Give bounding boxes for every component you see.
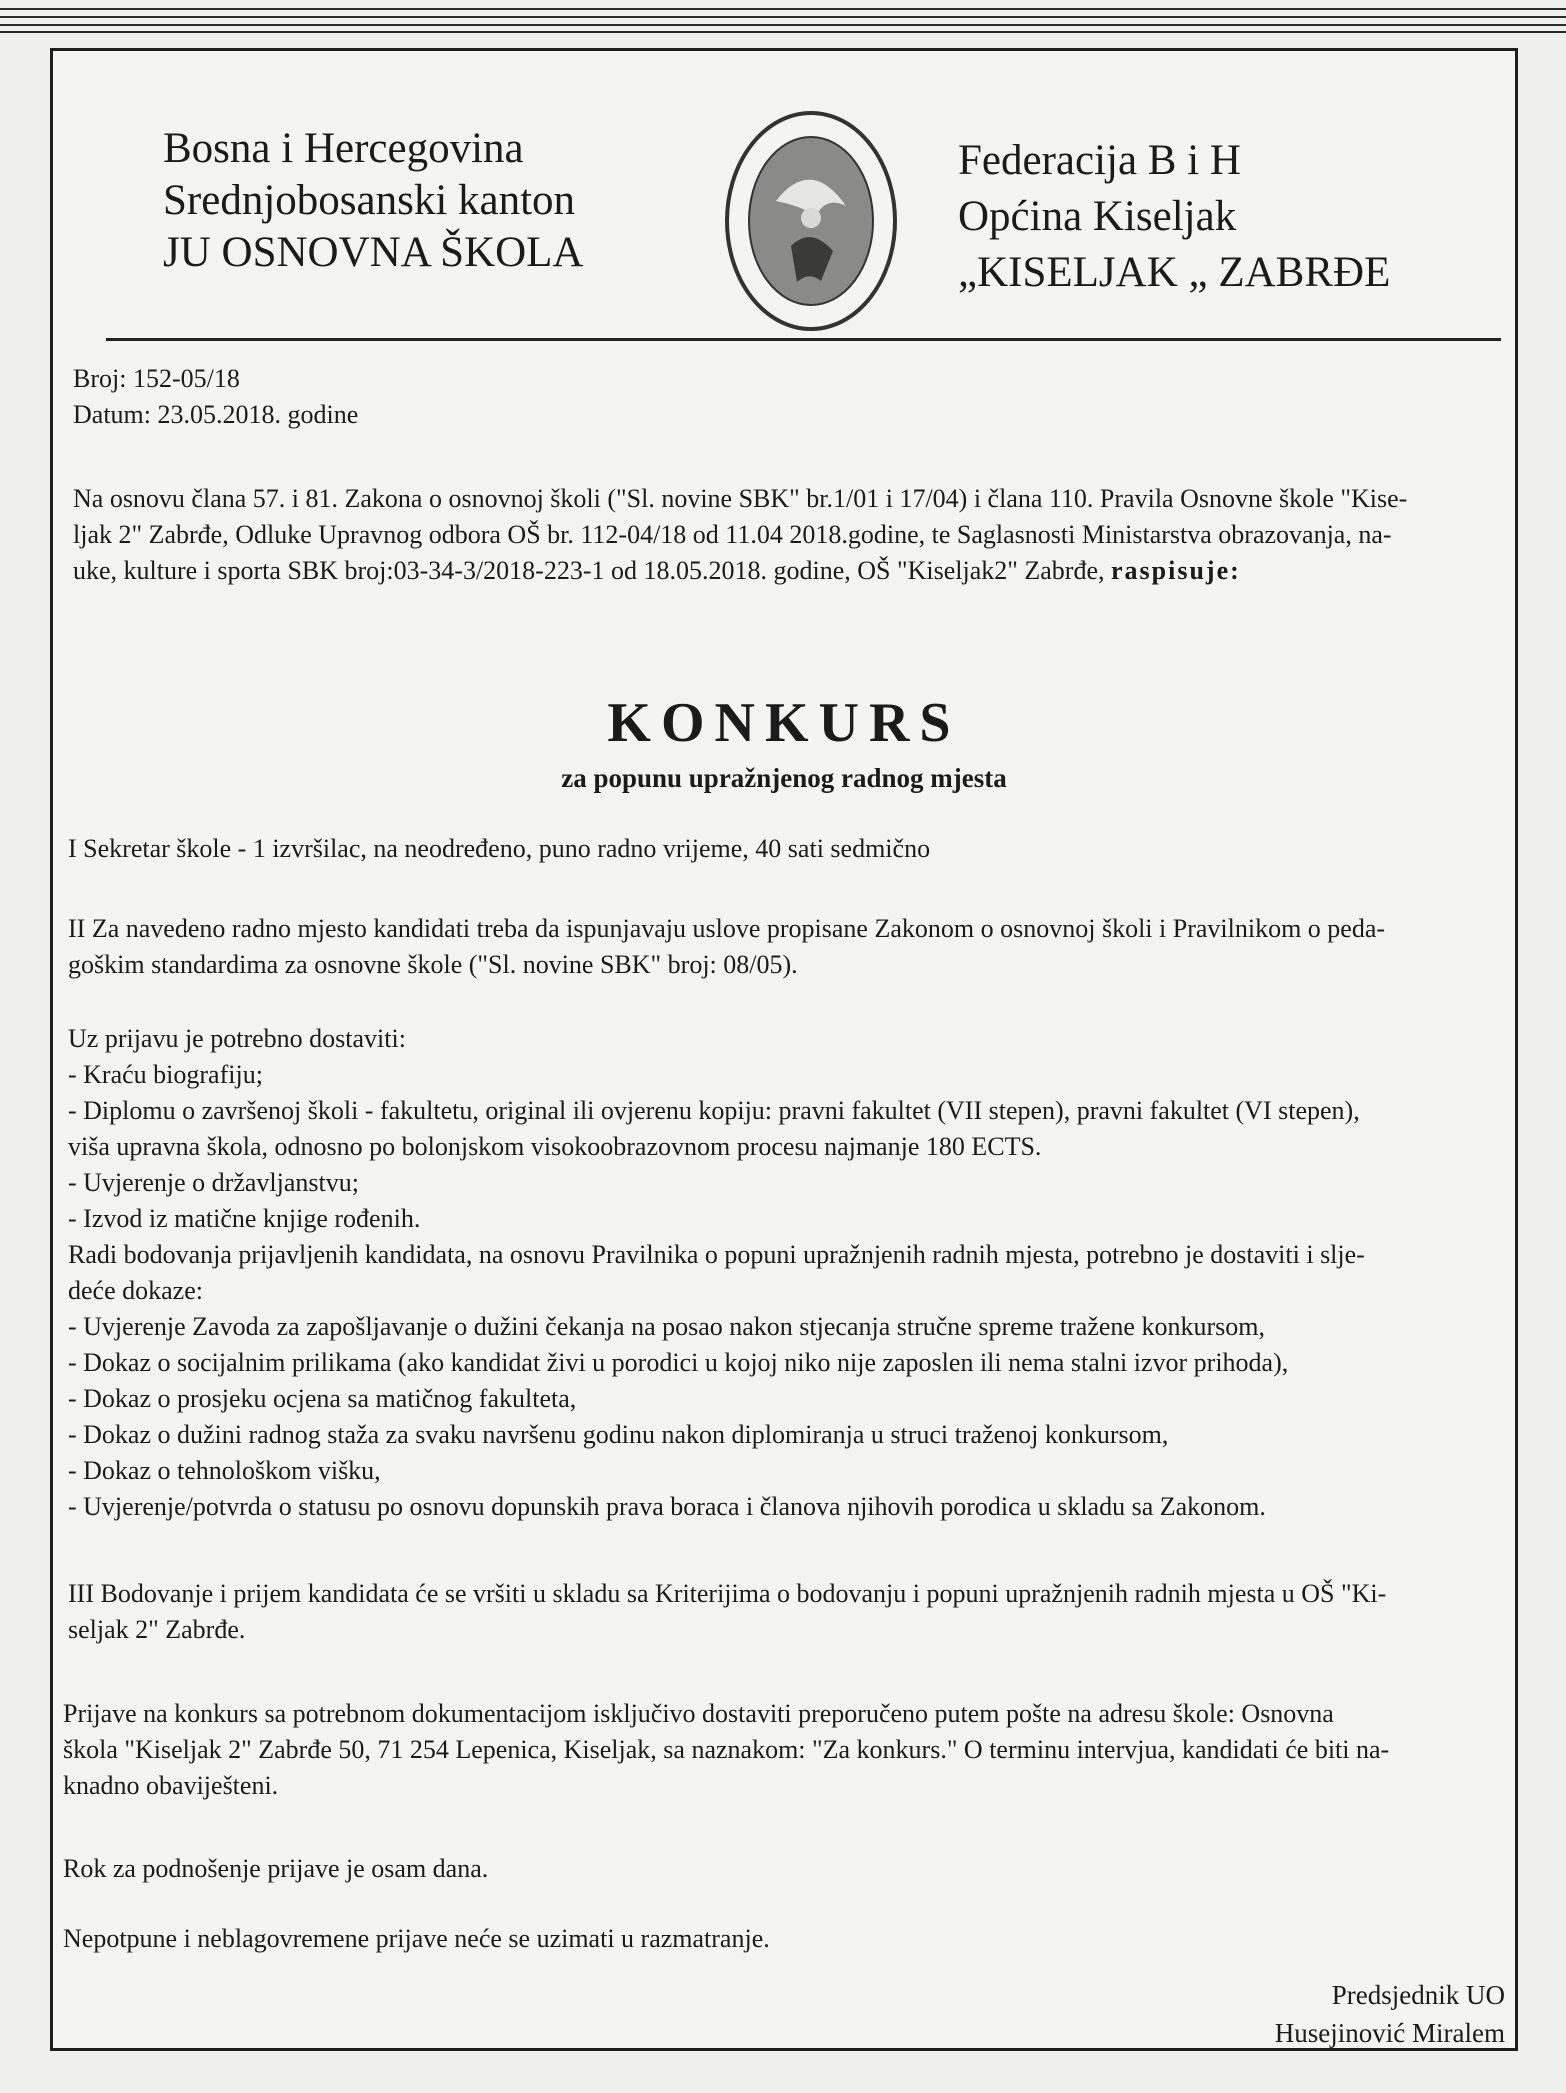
header-municipality: Općina Kiseljak <box>958 193 1237 240</box>
notice-title: KONKURS <box>607 692 961 754</box>
section-3-line: seljak 2" Zabrđe. <box>68 1615 246 1644</box>
intro-line-text: uke, kulture i sporta SBK broj:03-34-3/2018-223-1 od 18.05.2018. godine, OŠ "Kiseljak2" Zabrđe, <box>73 556 1105 585</box>
document-date: Datum: 23.05.2018. godine <box>73 400 359 429</box>
documents-line: - Dokaz o prosjeku ocjena sa matičnog fakulteta, <box>68 1384 577 1413</box>
documents-line: Uz prijavu je potrebno dostaviti: <box>68 1024 406 1053</box>
signature-name: Husejinović Miralem <box>1274 2018 1505 2048</box>
raspisuje-label: raspisuje: <box>1110 556 1241 585</box>
documents-line: Radi bodovanja prijavljenih kandidata, na osnovu Pravilnika o popuni upražnjenih radnih mjesta, potrebno je dostaviti i slje- <box>68 1240 1365 1269</box>
notice-subtitle: za popunu upražnjenog radnog mjesta <box>561 763 1007 793</box>
documents-line: - Dokaz o dužini radnog staža za svaku navršenu godinu nakon diplomiranja u struci traženoj konkursom, <box>68 1420 1169 1449</box>
section-2-line: II Za navedeno radno mjesto kandidati treba da ispunjavaju uslove propisane Zakonom o osnovnoj školi i Pravilnikom o peda- <box>68 914 1386 943</box>
job-notice <box>50 48 1518 2051</box>
header-left <box>163 123 584 279</box>
signature-role: Predsjednik UO <box>1331 1980 1505 2010</box>
intro-line <box>73 553 1241 589</box>
header-institution: JU OSNOVNA ŠKOLA <box>163 229 584 276</box>
signature-block <box>1275 1976 1505 2052</box>
documents-line: - Uvjerenje/potvrda o statusu po osnovu dopunskih prava boraca i članova njihovih porodica u skladu sa Zakonom. <box>68 1492 1266 1521</box>
header-country: Bosna i Hercegovina <box>163 125 524 172</box>
header-canton: Srednjobosanski kanton <box>163 177 576 224</box>
documents-line: - Diplomu o završenoj školi - fakultetu, original ili ovjerenu kopiju: pravni fakultet (VII stepen), pravni fakultet (VI stepen), <box>68 1096 1360 1125</box>
header-divider <box>106 338 1501 341</box>
documents-line: - Uvjerenje o državljanstvu; <box>68 1168 359 1197</box>
newspaper-top-rules <box>0 0 1566 40</box>
deadline-text: Rok za podnošenje prijave je osam dana. <box>63 1854 489 1883</box>
header-right <box>958 133 1390 301</box>
documents-line: - Dokaz o tehnološkom višku, <box>68 1456 381 1485</box>
documents-line: - Dokaz o socijalnim prilikama (ako kandidat živi u porodici u kojoj niko nije zaposlen ili nema stalni izvor prihoda), <box>68 1348 1289 1377</box>
documents-line: - Kraću biografiju; <box>68 1060 263 1089</box>
documents-line: - Izvod iz matične knjige rođenih. <box>68 1204 421 1233</box>
header-federation: Federacija B i H <box>958 137 1241 184</box>
section-3-line: III Bodovanje i prijem kandidata će se vršiti u skladu sa Kriterijima o bodovanju i popuni upražnjenih radnih mjesta u OŠ "Ki- <box>68 1579 1387 1608</box>
header-school-name: „KISELJAK „ ZABRĐE <box>958 249 1391 296</box>
documents-line: deće dokaze: <box>68 1276 203 1305</box>
applications-line: škola "Kiseljak 2" Zabrđe 50, 71 254 Lepenica, Kiseljak, sa naznakom: "Za konkurs." O terminu intervjua, kandidati će biti na- <box>63 1735 1390 1764</box>
intro-line: ljak 2" Zabrđe, Odluke Upravnog odbora OŠ br. 112-04/18 od 11.04 2018.godine, te Saglasnosti Ministarstva obrazovanja, na- <box>73 520 1392 549</box>
section-2-line: goškim standardima za osnovne škole ("Sl. novine SBK" broj: 08/05). <box>68 950 798 979</box>
applications-line: knadno obaviješteni. <box>63 1771 279 1800</box>
documents-line: - Uvjerenje Zavoda za zapošljavanje o dužini čekanja na posao nakon stjecanja stručne spreme tražene konkursom, <box>68 1312 1265 1341</box>
section-1: I Sekretar škole - 1 izvršilac, na neodređeno, puno radno vrijeme, 40 sati sedmično <box>68 834 931 863</box>
school-seal-icon <box>721 106 901 336</box>
applications-line: Prijave na konkurs sa potrebnom dokumentacijom isključivo dostaviti preporučeno putem pošte na adresu škole: Osnovna <box>63 1699 1334 1728</box>
intro-line: Na osnovu člana 57. i 81. Zakona o osnovnoj školi ("Sl. novine SBK" br.1/01 i 17/04) i člana 110. Pravila Osnovne škole "Kise- <box>73 484 1408 513</box>
incomplete-applications-text: Nepotpune i neblagovremene prijave neće se uzimati u razmatranje. <box>63 1924 770 1953</box>
documents-line: viša upravna škola, odnosno po bolonjskom visokoobrazovnom procesu najmanje 180 ECTS. <box>68 1132 1042 1161</box>
document-number: Broj: 152-05/18 <box>73 364 240 393</box>
